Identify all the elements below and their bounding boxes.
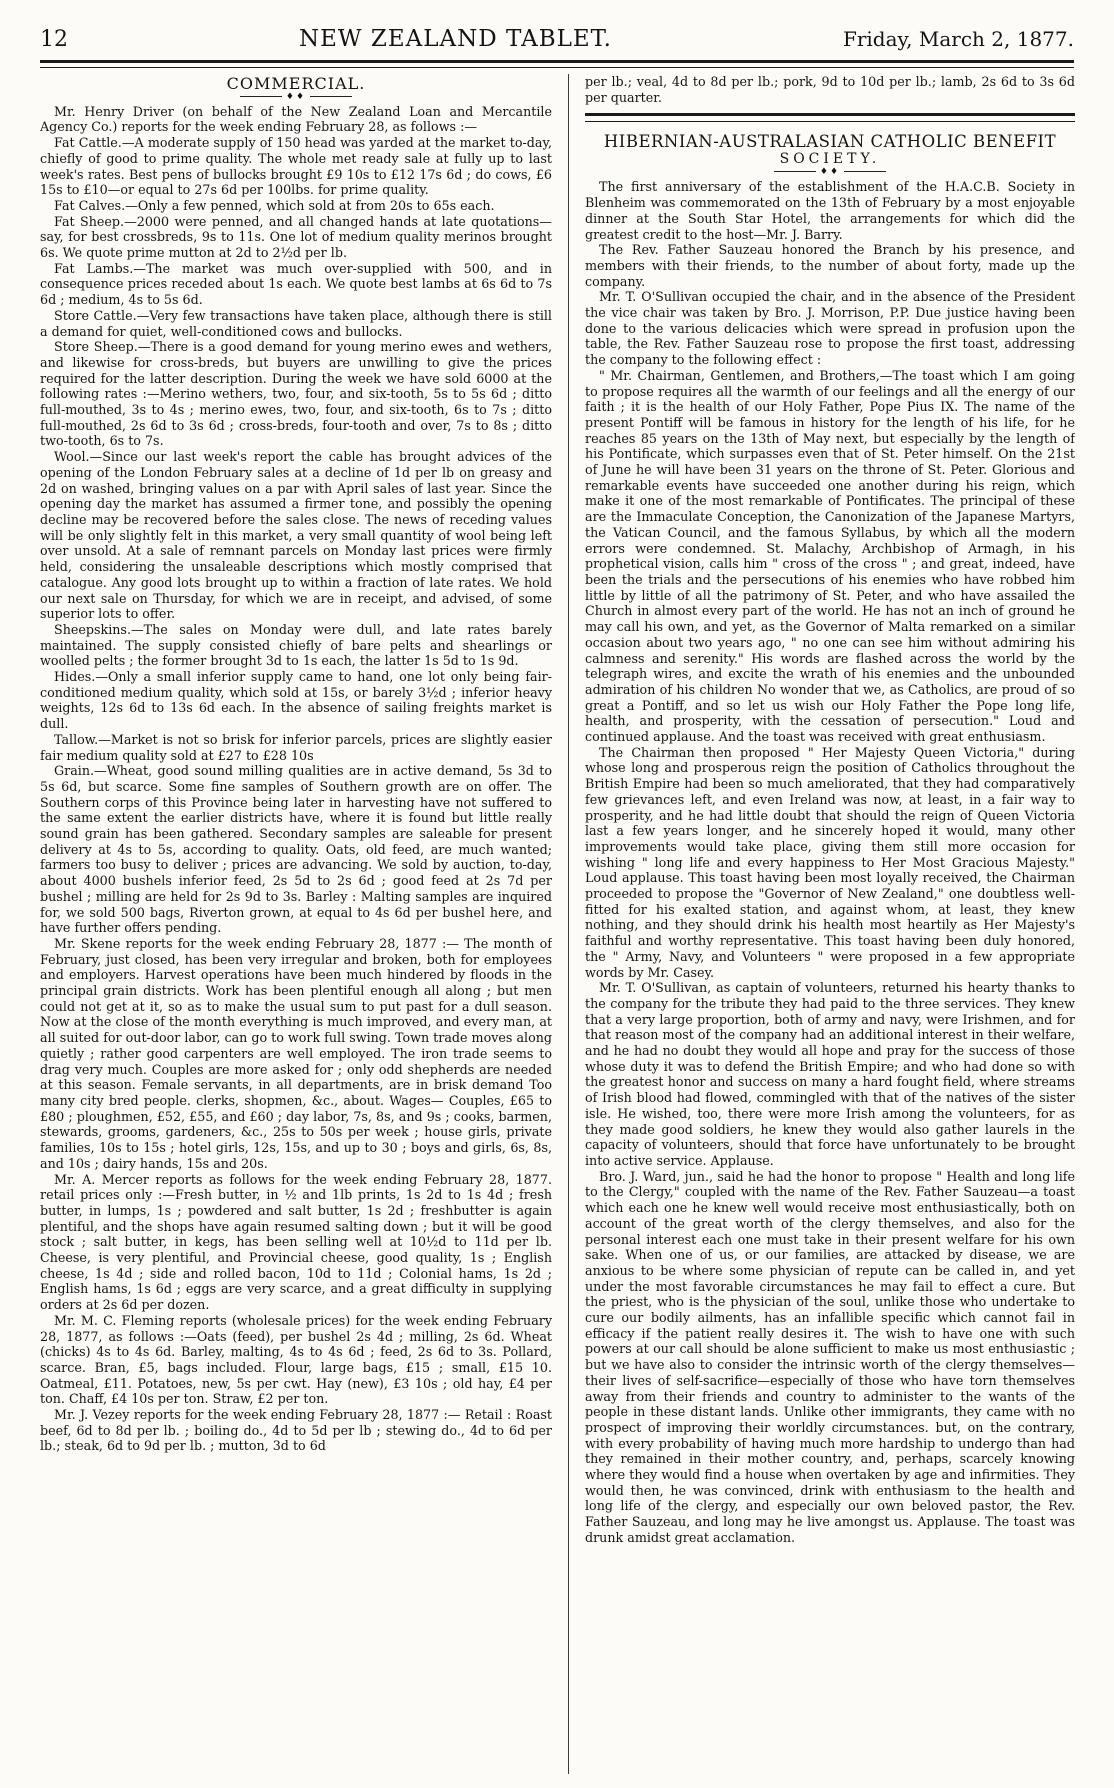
hibernian-heading: HIBERNIAN-AUSTRALASIAN CATHOLIC BENEFIT	[603, 132, 1057, 152]
heading-ornament: ♦♦	[585, 167, 1075, 177]
hibernian-paragraph: The first anniversary of the establishment of the H.A.C.B. Society in Blenheim was commemorated on the 13th of February by a most enjoyable dinner at the South Star Hotel, the arrangements for which did the greatest credit to the host—Mr. J. Barry.	[585, 179, 1075, 242]
right-column	[585, 74, 1075, 1774]
left-column	[40, 74, 552, 1774]
commercial-paragraph: Mr. Henry Driver (on behalf of the New Zealand Loan and Mercantile Agency Co.) reports for the week ending February 28, as follows :—	[40, 103, 552, 135]
page-number: 12	[40, 27, 68, 52]
hibernian-paragraph: The Chairman then proposed " Her Majesty Queen Victoria," during whose long and prosperous reign the position of Catholics throughout the British Empire had been so much ameliorated, that they had comparatively few grievances left, and even Ireland was now, at least, in a fair way to prosperity, and he had little doubt that should the reign of Queen Victoria last a few years longer, and he sincerely hoped it would, many other improvements would take place, giving them still more occasion for wishing " long life and every happiness to Her Most Gracious Majesty." Loud applause. This toast having been most loyally received, the Chairman proceeded to propose the "Governor of New Zealand," one doubtless well-fitted for his exalted station, and against whom, at least, they knew nothing, and they should drink his health most heartily as Her Majesty's faithful and worthy representative. This toast having been duly honored, the " Army, Navy, and Volunteers " were proposed in a few appropriate words by Mr. Casey.	[585, 744, 1075, 980]
hibernian-paragraph: " Mr. Chairman, Gentlemen, and Brothers,—The toast which I am going to propose requires all the warmth of our feelings and all the energy of our faith ; it is the health of our Holy Father, Pope Pius IX. The name of the present Pontiff will be famous in history for the length of his life, for he reaches 85 years on the 13th of May next, but especially by the length of his Pontificate, which surpasses even that of St. Peter himself. On the 21st of June he will have been 31 years on the throne of St. Peter. Glorious and remarkable events have succeeded one another during his reign, which make it one of the most remarkable of Pontificates. The principal of these are the Immaculate Conception, the Canonization of the Japanese Martyrs, the Vatican Council, and the famous Syllabus, by which all the modern errors were condemned. St. Malachy, Archbishop of Armagh, in his prophetical vision, calls him " cross of the cross " ; and great, indeed, have been the trials and the persecutions of his enemies who have robbed him little by little of all the patrimony of St. Peter, and who have assailed the Church in almost every part of the world. He has not an inch of ground he may call his own, and yet, as the Governor of Malta remarked on a similar occasion about two years ago, " no one can see him without admiring his calmness and serenity." His words are flashed across the world by the telegraph wires, and excite the wrath of his enemies and the unbounded admiration of his children No wonder that we, as Catholics, are proud of so great a Pontiff, and so let us wish our Holy Father the Pope long life, health, and prosperity, with the cessation of persecution." Loud and continued applause. And the toast was received with great enthusiasm.	[585, 367, 1075, 745]
commercial-heading: COMMERCIAL.	[226, 74, 366, 93]
commercial-paragraph: Fat Sheep.—2000 were penned, and all changed hands at late quotations—say, for best crossbreds, 9s to 11s. One lot of medium quality merinos brought 6s. We quote prime mutton at 2d to 2½d per lb.	[40, 213, 552, 261]
hibernian-paragraph: The Rev. Father Sauzeau honored the Branch by his presence, and members with their friends, to the number of about forty, made up the company.	[585, 242, 1075, 289]
heading-ornament: ♦♦	[40, 92, 552, 102]
commercial-paragraph: Mr. Skene reports for the week ending February 28, 1877 :— The month of February, just closed, has been very irregular and broken, both for employees and employers. Harvest operations have been much hindered by floods in the principal grain districts. Work has been plentiful enough all along ; but men could not get at it, so as to make the usual sum to put past for a dull season. Now at the close of the month everything is much improved, and every man, at all suited for out-door labor, can go to work full swing. Town trade moves along quietly ; rather good carpenters are well employed. The iron trade seems to drag very much. Couples are more asked for ; only odd shepherds are needed at this season. Female servants, in all departments, are in brisk demand Too many city bred people. clerks, shopmen, &c., about. Wages— Couples, £65 to £80 ; ploughmen, £52, £55, and £60 ; day labor, 7s, 8s, and 9s ; cooks, barmen, stewards, grooms, gardeners, &c., 25s to 50s per week ; house girls, private families, 10s to 15s ; hotel girls, 12s, 15s, and up to 30 ; boys and girls, 6s, 8s, and 10s ; dairy hands, 15s and 20s.	[40, 935, 552, 1171]
hibernian-paragraph: Mr. T. O'Sullivan occupied the chair, and in the absence of the President the vice chair was taken by Bro. J. Morrison, P.P. Due justice having been done to the various delicacies which were spread in profusion upon the table, the Rev. Father Sauzeau rose to propose the first toast, addressing the company to the following effect :	[585, 289, 1075, 368]
commercial-paragraph: Grain.—Wheat, good sound milling qualities are in active demand, 5s 3d to 5s 6d, but scarce. Some fine samples of Southern growth are on offer. The Southern corps of this Province being later in harvesting have not suffered to the same extent the earlier districts have, where it is found but little really sound grain has been gathered. Secondary samples are saleable for present delivery at 4s to 5s, according to quality. Oats, old feed, are much wanted; farmers too busy to deliver ; prices are advancing. We sold by auction, to-day, about 4000 bushels inferior feed, 2s 5d to 2s 6d ; good feed at 2s 7d per bushel ; milling are held for 2s 9d to 3s. Barley : Malting samples are inquired for, we sold 500 bags, Riverton grown, at equal to 4s 6d per bushel here, and have further offers pending.	[40, 763, 552, 936]
commercial-paragraph: Mr. M. C. Fleming reports (wholesale prices) for the week ending February 28, 1877, as follows :—Oats (feed), per bushel 2s 4d ; milling, 2s 6d. Wheat (chicks) 4s to 4s 6d. Barley, malting, 4s to 4s 6d ; feed, 2s 6d to 3s. Pollard, scarce. Bran, £5, bags included. Flour, large bags, £15 ; small, £15 10. Oatmeal, £11. Potatoes, new, 5s per cwt. Hay (new), £3 10s ; old hay, £4 per ton. Chaff, £4 10s per ton. Straw, £2 per ton.	[40, 1312, 552, 1407]
commercial-paragraph: Sheepskins.—The sales on Monday were dull, and late rates barely maintained. The supply consisted chiefly of bare pelts and shearlings or woolled pelts ; the former brought 3d to 1s each, the latter 1s 5d to 1s 9d.	[40, 621, 552, 669]
hibernian-paragraph: Bro. J. Ward, jun., said he had the honor to propose " Health and long life to the Clergy," coupled with the name of the Rev. Father Sauzeau—a toast which each one he knew well would receive most enthusiastically, both on account of the great worth of the clergy themselves, and also for the personal interest each one must take in their present welfare for his own sake. When one of us, or our families, are attacked by disease, we are anxious to be where some physician of repute can be called in, and yet under the most favorable circumstances he may fail to effect a cure. But the priest, who is the physician of the soul, unlike those who undertake to cure our bodily ailments, has an infallible specific which cannot fail in efficacy if the patient really desires it. The wish to have one with such powers at our call should be alone sufficient to make us most enthusiastic ; but we have also to consider the intrinsic worth of the clergy themselves—their lives of self-sacrifice—especially of those who have torn themselves away from their friends and country to administer to the wants of the people in these distant lands. Unlike other immigrants, they came with no prospect of improving their worldly circumstances. but, on the contrary, with every probability of having much more hardship to undergo than had they remained in their mother country, and, perhaps, scarcely knowing where they would find a house when overtaken by age and infirmities. They would then, he was convinced, drink with enthusiasm to the health and long life of the clergy, and especially our own beloved pastor, the Rev. Father Sauzeau, and long may he live amongst us. Applause. The toast was drunk amidst great acclamation.	[585, 1168, 1075, 1545]
hibernian-paragraph: Mr. T. O'Sullivan, as captain of volunteers, returned his hearty thanks to the company for the tribute they had paid to the three services. They knew that a very large proportion, both of army and navy, were Irishmen, and for that reason most of the company had an additional interest in their welfare, and he had no doubt they would all hope and pray for the success of those whose duty it was to defend the British Empire; and who had done so with the greatest honor and success on many a hard fought field, where streams of Irish blood had flowed, commingled with that of the natives of the sister isle. He wished, too, there were more Irish among the volunteers, for as they made good soldiers, he knew they would also gather laurels in the capacity of volunteers, should that force have unfortunately to be brought into active service. Applause.	[585, 980, 1075, 1168]
commercial-paragraph: Fat Lambs.—The market was much over-supplied with 500, and in consequence prices receded about 1s each. We quote best lambs at 6s 6d to 7s 6d ; medium, 4s to 5s 6d.	[40, 260, 552, 308]
commercial-paragraph: Tallow.—Market is not so brisk for inferior parcels, prices are slightly easier fair medium quality sold at £27 to £28 10s	[40, 731, 552, 763]
column-rule	[568, 74, 569, 1774]
hibernian-subheading: SOCIETY.	[779, 151, 881, 168]
commercial-paragraph: Fat Calves.—Only a few penned, which sold at from 20s to 65s each.	[54, 197, 495, 213]
issue-date: Friday, March 2, 1877.	[842, 27, 1074, 51]
commercial-paragraph: Fat Cattle.—A moderate supply of 150 head was yarded at the market to-day, chiefly of good to prime quality. The whole met ready sale at fully up to last week's rates. Best pens of bullocks brought £9 10s to £12 17s 6d ; do cows, £6 15s to £10—or equal to 27s 6d per 100lbs. for prime quality.	[40, 135, 552, 198]
commercial-paragraph: Mr. J. Vezey reports for the week ending February 28, 1877 :— Retail : Roast beef, 6d to 8d per lb. ; boiling do., 4d to 5d per lb ; stewing do., 4d to 6d per lb.; steak, 6d to 9d per lb. ; mutton, 3d to 6d	[40, 1407, 552, 1454]
columns	[40, 74, 1074, 1774]
commercial-continuation: per lb.; veal, 4d to 8d per lb.; pork, 9d to 10d per lb.; lamb, 2s 6d to 3s 6d per quarter.	[585, 74, 1075, 105]
commercial-paragraph: Hides.—Only a small inferior supply came to hand, one lot only being fair-conditioned medium quality, which sold at 15s, or barely 3½d ; inferior heavy weights, 12s 6d to 13s 6d each. In the absence of sailing freights market is dull.	[40, 669, 552, 732]
commercial-paragraph: Store Sheep.—There is a good demand for young merino ewes and wethers, and likewise for cross-breds, but buyers are unwilling to give the prices required for the latter description. During the week we have sold 6000 at the following rates :—Merino wethers, two, four, and six-tooth, 5s to 5s 6d ; ditto full-mouthed, 3s to 4s ; merino ewes, two, four, and six-tooth, 6s to 7s ; ditto full-mouthed, 2s 6d to 3s 6d ; cross-breds, four-tooth and over, 7s to 8s ; ditto two-tooth, 6s to 7s.	[40, 339, 552, 449]
section-rule	[585, 113, 1075, 122]
commercial-paragraph: Mr. A. Mercer reports as follows for the week ending February 28, 1877. retail prices only :—Fresh butter, in ½ and 1lb prints, 1s 2d to 1s 4d ; fresh butter, in lumps, 1s ; powdered and salt butter, 1s 2d ; freshbutter is again plentiful, and the shops have again resumed salting down ; but it will be good stock ; salt butter, in kegs, has been selling well at 10½d to 11d per lb. Cheese, is very plentiful, and Provincial cheese, good quality, 1s ; English cheese, 1s 4d ; side and rolled bacon, 10d to 11d ; Colonial hams, 1s 2d ; English hams, 1s 6d ; eggs are very scarce, and a great difficulty in supplying orders at 2s 6d per dozen.	[40, 1171, 552, 1313]
newspaper-title: NEW ZEALAND TABLET.	[299, 26, 612, 52]
masthead	[40, 26, 1074, 60]
masthead-rule	[40, 60, 1074, 68]
commercial-paragraph: Wool.—Since our last week's report the cable has brought advices of the opening of the London February sales at a decline of 1d per lb on greasy and 2d on washed, bringing values on a par with April sales of last year. Since the opening day the market has assumed a firmer tone, and possibly the opening decline may be recovered before the sales close. The news of receding values will be only slightly felt in this market, a very small quantity of wool being left over unsold. At a sale of remnant parcels on Monday last prices were firmly held, considering the unsaleable descriptions which mostly comprised that catalogue. Any good lots brought up to within a fraction of late rates. We hold our next sale on Thursday, for which we are in receipt, and advised, of some superior lots to offer.	[40, 449, 552, 622]
commercial-paragraph: Store Cattle.—Very few transactions have taken place, although there is still a demand for quiet, well-conditioned cows and bullocks.	[40, 307, 552, 339]
